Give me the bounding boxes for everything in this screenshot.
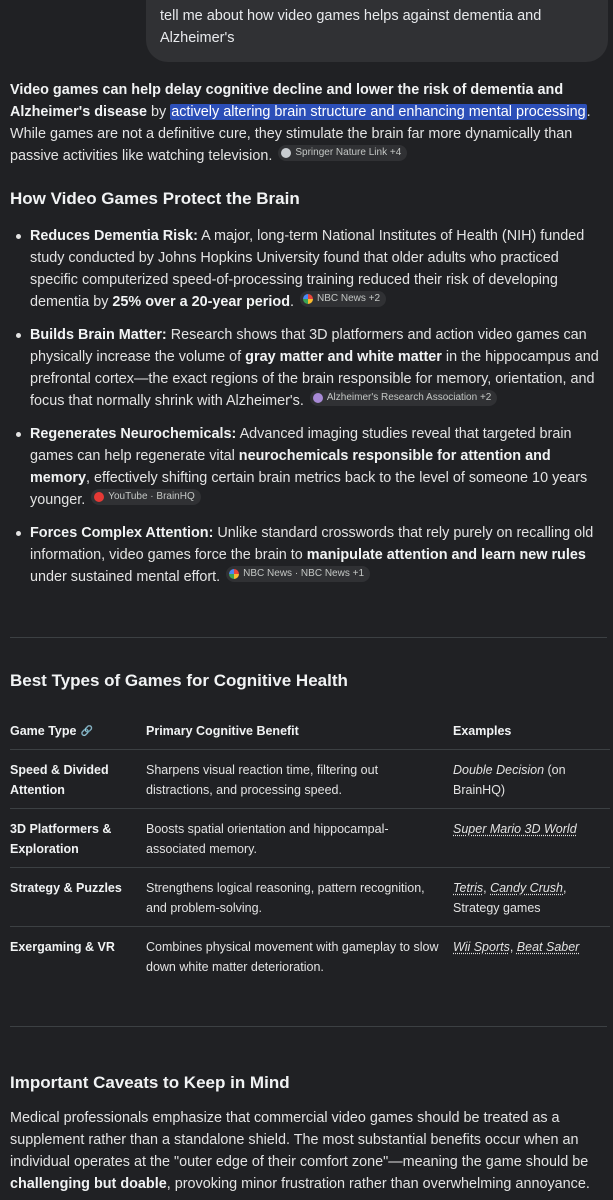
table-header-cell: Primary Cognitive Benefit <box>146 723 299 738</box>
nbc-icon <box>303 294 313 304</box>
example-title: Double Decision <box>453 763 545 777</box>
example-separator: , <box>509 940 517 954</box>
cell-benefit: Strengthens logical reasoning, pattern recognition, and problem-solving. <box>146 881 425 915</box>
bullet-tail: in the hippocampus and prefrontal cortex—the exact regions of the brain responsible for memory, orientation, and focus that normally shrink with Alzheimer's. <box>30 349 599 409</box>
list-item <box>10 522 610 588</box>
source-label: YouTube · BrainHQ <box>108 491 195 502</box>
cell-benefit: Combines physical movement with gameplay to slow down white matter deterioration. <box>146 940 439 974</box>
cell-examples <box>453 819 610 859</box>
bullet-strong: 25% over a 20-year period <box>112 294 290 310</box>
example-separator: , <box>483 881 491 895</box>
table-header-cell: Examples <box>453 723 512 738</box>
user-message: tell me about how video games helps against dementia and Alzheimer's <box>160 8 542 46</box>
table-row <box>10 750 610 809</box>
caveat-strong: challenging but doable <box>10 1176 167 1192</box>
table-row <box>10 927 610 985</box>
intro-rest: . While games are not a definitive cure, they stimulate the brain far more dynamically than passive activities like watching television. <box>10 104 591 164</box>
intro-bold: Video games can help delay cognitive decline and lower the risk of dementia and Alzheimer's disease <box>10 82 564 120</box>
example-link[interactable]: Super Mario 3D World <box>453 822 577 836</box>
example-rest: (on BrainHQ) <box>453 763 566 797</box>
games-table <box>10 712 610 985</box>
table-row <box>10 868 610 927</box>
caveat-paragraph <box>10 1107 610 1195</box>
source-icon <box>281 148 291 158</box>
section-title-games: Best Types of Games for Cognitive Health <box>10 671 348 690</box>
section-divider <box>10 1026 607 1027</box>
section-title-protect: How Video Games Protect the Brain <box>10 189 300 208</box>
bullet-lead: Regenerates Neurochemicals: <box>30 426 237 442</box>
table-header-row <box>10 712 610 750</box>
list-item <box>10 423 610 511</box>
bullet-strong: neurochemicals responsible for attention and memory <box>30 448 551 486</box>
list-item <box>10 324 610 412</box>
source-label: NBC News · NBC News +1 <box>243 568 364 579</box>
cell-examples <box>453 878 610 918</box>
cell-benefit: Sharpens visual reaction time, filtering out distractions, and processing speed. <box>146 763 379 797</box>
protect-list <box>10 225 610 599</box>
intro-by: by <box>147 104 171 120</box>
source-chip[interactable] <box>278 145 407 161</box>
bullet-lead: Builds Brain Matter: <box>30 327 167 343</box>
cell-examples <box>453 937 610 977</box>
source-chip[interactable] <box>310 390 498 406</box>
bullet-tail: under sustained mental effort. <box>30 569 221 585</box>
bullet-text: Advanced imaging studies reveal that targeted brain games can help regenerate vital <box>30 426 572 464</box>
cell-game-type: Exergaming & VR <box>10 940 115 954</box>
cell-examples <box>453 760 610 800</box>
example-rest: , Strategy games <box>453 881 567 915</box>
table-header-cell <box>10 724 146 738</box>
highlighted-text[interactable]: actively altering brain structure and enhancing mental processing <box>171 104 586 120</box>
cell-benefit: Boosts spatial orientation and hippocampal-associated memory. <box>146 822 389 856</box>
example-link[interactable]: Wii Sports <box>453 940 510 954</box>
example-link[interactable]: Tetris <box>453 881 484 895</box>
bullet-strong: gray matter and white matter <box>245 349 442 365</box>
bullet-text: Research shows that 3D platformers and action video games can physically increase the volume of <box>30 327 587 365</box>
source-label: Alzheimer's Research Association +2 <box>326 392 492 403</box>
link-icon[interactable]: 🔗 <box>80 725 93 737</box>
intro-paragraph <box>10 79 610 167</box>
source-label: Springer Nature Link +4 <box>295 147 402 158</box>
source-chip[interactable] <box>91 489 201 505</box>
bullet-tail: , effectively shifting certain brain metrics back to the level of someone 10 years younger. <box>30 470 588 508</box>
example-link[interactable]: Beat Saber <box>516 940 580 954</box>
source-chip[interactable] <box>226 566 370 582</box>
bullet-lead: Forces Complex Attention: <box>30 525 214 541</box>
table-row <box>10 809 610 868</box>
bullet-tail: . <box>290 294 294 310</box>
bullet-text: Unlike standard crosswords that rely purely on recalling old information, video games force the brain to <box>30 525 594 563</box>
source-chip[interactable] <box>300 291 386 307</box>
section-title-caveats: Important Caveats to Keep in Mind <box>10 1073 290 1092</box>
list-item <box>10 225 610 313</box>
alzheimers-association-icon <box>313 393 323 403</box>
cell-game-type: Speed & Divided Attention <box>10 763 109 797</box>
example-link[interactable]: Candy Crush <box>490 881 564 895</box>
source-label: NBC News +2 <box>317 293 381 304</box>
caveat-tail: , provoking minor frustration rather than overwhelming annoyance. <box>166 1176 590 1192</box>
bullet-text: A major, long-term National Institutes of Health (NIH) funded study conducted by Johns Hopkins University found that older adults who practiced specific computerized speed-of-processing training reduced their risk of developing dementia by <box>30 228 585 310</box>
bullet-strong: manipulate attention and learn new rules <box>306 547 586 563</box>
caveat-text: Medical professionals emphasize that commercial video games should be treated as a supplement rather than a standalone shield. The most substantial benefits occur when an individual operates at the "outer edge of their comfort zone"—meaning the game should be <box>10 1110 589 1170</box>
header-game-type: Game Type <box>10 723 77 738</box>
bullet-lead: Reduces Dementia Risk: <box>30 228 198 244</box>
youtube-icon <box>94 492 104 502</box>
nbc-icon <box>229 569 239 579</box>
cell-game-type: 3D Platformers & Exploration <box>10 822 112 856</box>
cell-game-type: Strategy & Puzzles <box>10 881 122 895</box>
section-divider <box>10 637 607 638</box>
